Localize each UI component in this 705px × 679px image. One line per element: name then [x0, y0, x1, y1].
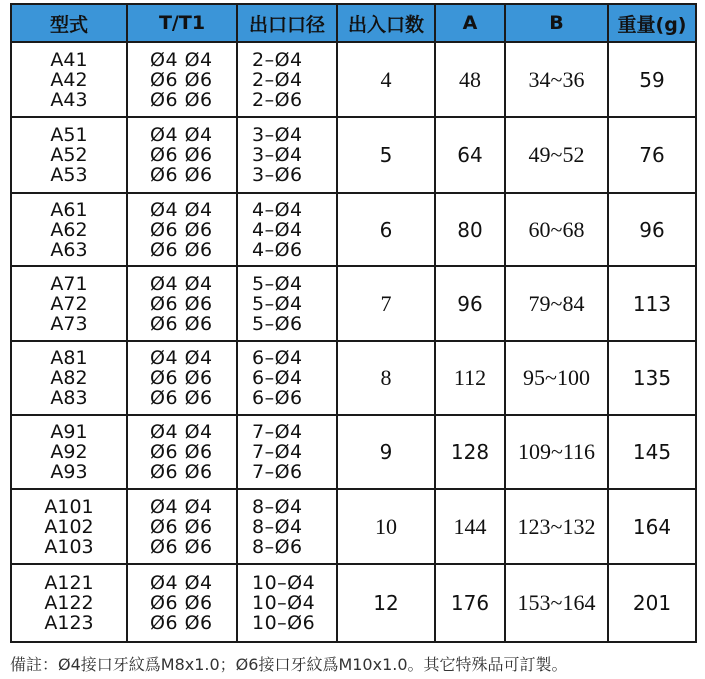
b-cell: 79~84	[505, 266, 608, 341]
model-line: A42	[50, 68, 88, 91]
model-line: A122	[44, 592, 94, 614]
t-line: Ø6 Ø6	[150, 441, 213, 463]
header-model: 型式	[11, 4, 127, 42]
outlet-line: 8–Ø4	[252, 515, 303, 538]
model-cell	[11, 117, 127, 193]
header-t: T/T1	[127, 4, 237, 42]
model-line: A63	[50, 238, 88, 261]
model-line: A82	[50, 367, 88, 389]
t-line: Ø6 Ø6	[150, 68, 213, 91]
outlet-line: 3–Ø4	[252, 124, 303, 146]
weight-cell: 59	[608, 42, 696, 117]
model-line: A41	[50, 48, 88, 71]
table-row	[11, 117, 696, 193]
t-cell	[127, 117, 237, 193]
outlet-line: 10–Ø6	[252, 612, 316, 634]
model-line: A102	[44, 515, 94, 538]
model-line: A71	[50, 272, 88, 295]
model-line: A121	[44, 572, 94, 594]
a-cell: 64	[435, 117, 505, 193]
model-cell	[11, 341, 127, 415]
t-cell	[127, 266, 237, 341]
table-row	[11, 341, 696, 415]
outlet-line: 2–Ø6	[252, 88, 303, 111]
b-cell: 34~36	[505, 42, 608, 117]
t-line: Ø6 Ø6	[150, 612, 213, 634]
t-line: Ø6 Ø6	[150, 88, 213, 111]
ports-cell: 9	[337, 415, 435, 489]
footnote: 備註：Ø4接口牙紋爲M8x1.0；Ø6接口牙紋爲M10x1.0。其它特殊品可訂製。	[10, 655, 568, 674]
a-cell: 112	[435, 341, 505, 415]
weight-cell: 76	[608, 117, 696, 193]
model-line: A73	[50, 312, 88, 335]
t-line: Ø6 Ø6	[150, 292, 213, 315]
outlet-line: 2–Ø4	[252, 68, 303, 91]
t-line: Ø4 Ø4	[150, 272, 213, 295]
t-line: Ø6 Ø6	[150, 238, 213, 261]
ports-cell: 5	[337, 117, 435, 193]
b-cell: 153~164	[505, 564, 608, 642]
t-line: Ø6 Ø6	[150, 592, 213, 614]
outlet-cell	[237, 117, 337, 193]
outlet-line: 4–Ø4	[252, 218, 303, 241]
model-line: A92	[50, 441, 88, 463]
t-line: Ø6 Ø6	[150, 461, 213, 483]
t-line: Ø6 Ø6	[150, 218, 213, 241]
model-line: A72	[50, 292, 88, 315]
table-row	[11, 564, 696, 642]
model-line: A91	[50, 421, 88, 443]
t-line: Ø6 Ø6	[150, 144, 213, 166]
model-line: A61	[50, 198, 88, 221]
outlet-cell	[237, 415, 337, 489]
outlet-line: 3–Ø6	[252, 164, 303, 186]
table-row	[11, 42, 696, 117]
t-line: Ø4 Ø4	[150, 572, 213, 594]
model-cell	[11, 489, 127, 564]
ports-cell: 4	[337, 42, 435, 117]
model-cell	[11, 193, 127, 266]
outlet-line: 8–Ø4	[252, 495, 303, 518]
b-cell: 95~100	[505, 341, 608, 415]
outlet-line: 2–Ø4	[252, 48, 303, 71]
model-line: A81	[50, 347, 88, 369]
model-cell	[11, 42, 127, 117]
outlet-line: 4–Ø4	[252, 198, 303, 221]
outlet-line: 7–Ø6	[252, 461, 303, 483]
t-line: Ø6 Ø6	[150, 535, 213, 558]
t-cell	[127, 42, 237, 117]
outlet-line: 6–Ø4	[252, 367, 303, 389]
ports-cell: 12	[337, 564, 435, 642]
weight-cell: 145	[608, 415, 696, 489]
weight-cell: 135	[608, 341, 696, 415]
t-line: Ø6 Ø6	[150, 312, 213, 335]
b-cell: 60~68	[505, 193, 608, 266]
t-line: Ø4 Ø4	[150, 495, 213, 518]
outlet-cell	[237, 564, 337, 642]
weight-cell: 96	[608, 193, 696, 266]
outlet-cell	[237, 341, 337, 415]
a-cell: 80	[435, 193, 505, 266]
t-line: Ø6 Ø6	[150, 164, 213, 186]
weight-cell: 201	[608, 564, 696, 642]
outlet-cell	[237, 489, 337, 564]
model-line: A51	[50, 124, 88, 146]
model-line: A101	[44, 495, 94, 518]
t-cell	[127, 564, 237, 642]
t-line: Ø4 Ø4	[150, 347, 213, 369]
b-cell: 109~116	[505, 415, 608, 489]
t-line: Ø4 Ø4	[150, 124, 213, 146]
header-a: A	[435, 4, 505, 42]
header-b: B	[505, 4, 608, 42]
a-cell: 48	[435, 42, 505, 117]
t-line: Ø4 Ø4	[150, 198, 213, 221]
t-line: Ø6 Ø6	[150, 367, 213, 389]
model-line: A123	[44, 612, 94, 634]
t-cell	[127, 193, 237, 266]
header-ports: 出入口数	[337, 4, 435, 42]
b-cell: 49~52	[505, 117, 608, 193]
t-line: Ø6 Ø6	[150, 515, 213, 538]
outlet-line: 7–Ø4	[252, 441, 303, 463]
outlet-line: 5–Ø4	[252, 272, 303, 295]
table-row	[11, 266, 696, 341]
outlet-cell	[237, 42, 337, 117]
outlet-line: 5–Ø6	[252, 312, 303, 335]
t-cell	[127, 341, 237, 415]
ports-cell: 6	[337, 193, 435, 266]
header-outlet: 出口口径	[237, 4, 337, 42]
t-line: Ø4 Ø4	[150, 48, 213, 71]
table-row	[11, 415, 696, 489]
spec-table	[10, 3, 697, 643]
t-line: Ø4 Ø4	[150, 421, 213, 443]
outlet-line: 10–Ø4	[252, 572, 316, 594]
ports-cell: 7	[337, 266, 435, 341]
outlet-line: 3–Ø4	[252, 144, 303, 166]
outlet-line: 10–Ø4	[252, 592, 316, 614]
outlet-line: 4–Ø6	[252, 238, 303, 261]
a-cell: 144	[435, 489, 505, 564]
a-cell: 128	[435, 415, 505, 489]
outlet-line: 6–Ø6	[252, 387, 303, 409]
model-line: A52	[50, 144, 88, 166]
table-row	[11, 193, 696, 266]
weight-cell: 164	[608, 489, 696, 564]
model-line: A53	[50, 164, 88, 186]
header-row	[11, 4, 696, 42]
model-line: A83	[50, 387, 88, 409]
a-cell: 96	[435, 266, 505, 341]
model-line: A103	[44, 535, 94, 558]
table-row	[11, 489, 696, 564]
outlet-line: 8–Ø6	[252, 535, 303, 558]
weight-cell: 113	[608, 266, 696, 341]
model-cell	[11, 415, 127, 489]
b-cell: 123~132	[505, 489, 608, 564]
t-cell	[127, 415, 237, 489]
model-line: A93	[50, 461, 88, 483]
outlet-line: 5–Ø4	[252, 292, 303, 315]
model-cell	[11, 266, 127, 341]
outlet-cell	[237, 193, 337, 266]
ports-cell: 10	[337, 489, 435, 564]
header-weight: 重量(g)	[608, 4, 696, 42]
outlet-cell	[237, 266, 337, 341]
model-line: A43	[50, 88, 88, 111]
t-line: Ø6 Ø6	[150, 387, 213, 409]
outlet-line: 6–Ø4	[252, 347, 303, 369]
a-cell: 176	[435, 564, 505, 642]
model-cell	[11, 564, 127, 642]
t-cell	[127, 489, 237, 564]
outlet-line: 7–Ø4	[252, 421, 303, 443]
model-line: A62	[50, 218, 88, 241]
ports-cell: 8	[337, 341, 435, 415]
